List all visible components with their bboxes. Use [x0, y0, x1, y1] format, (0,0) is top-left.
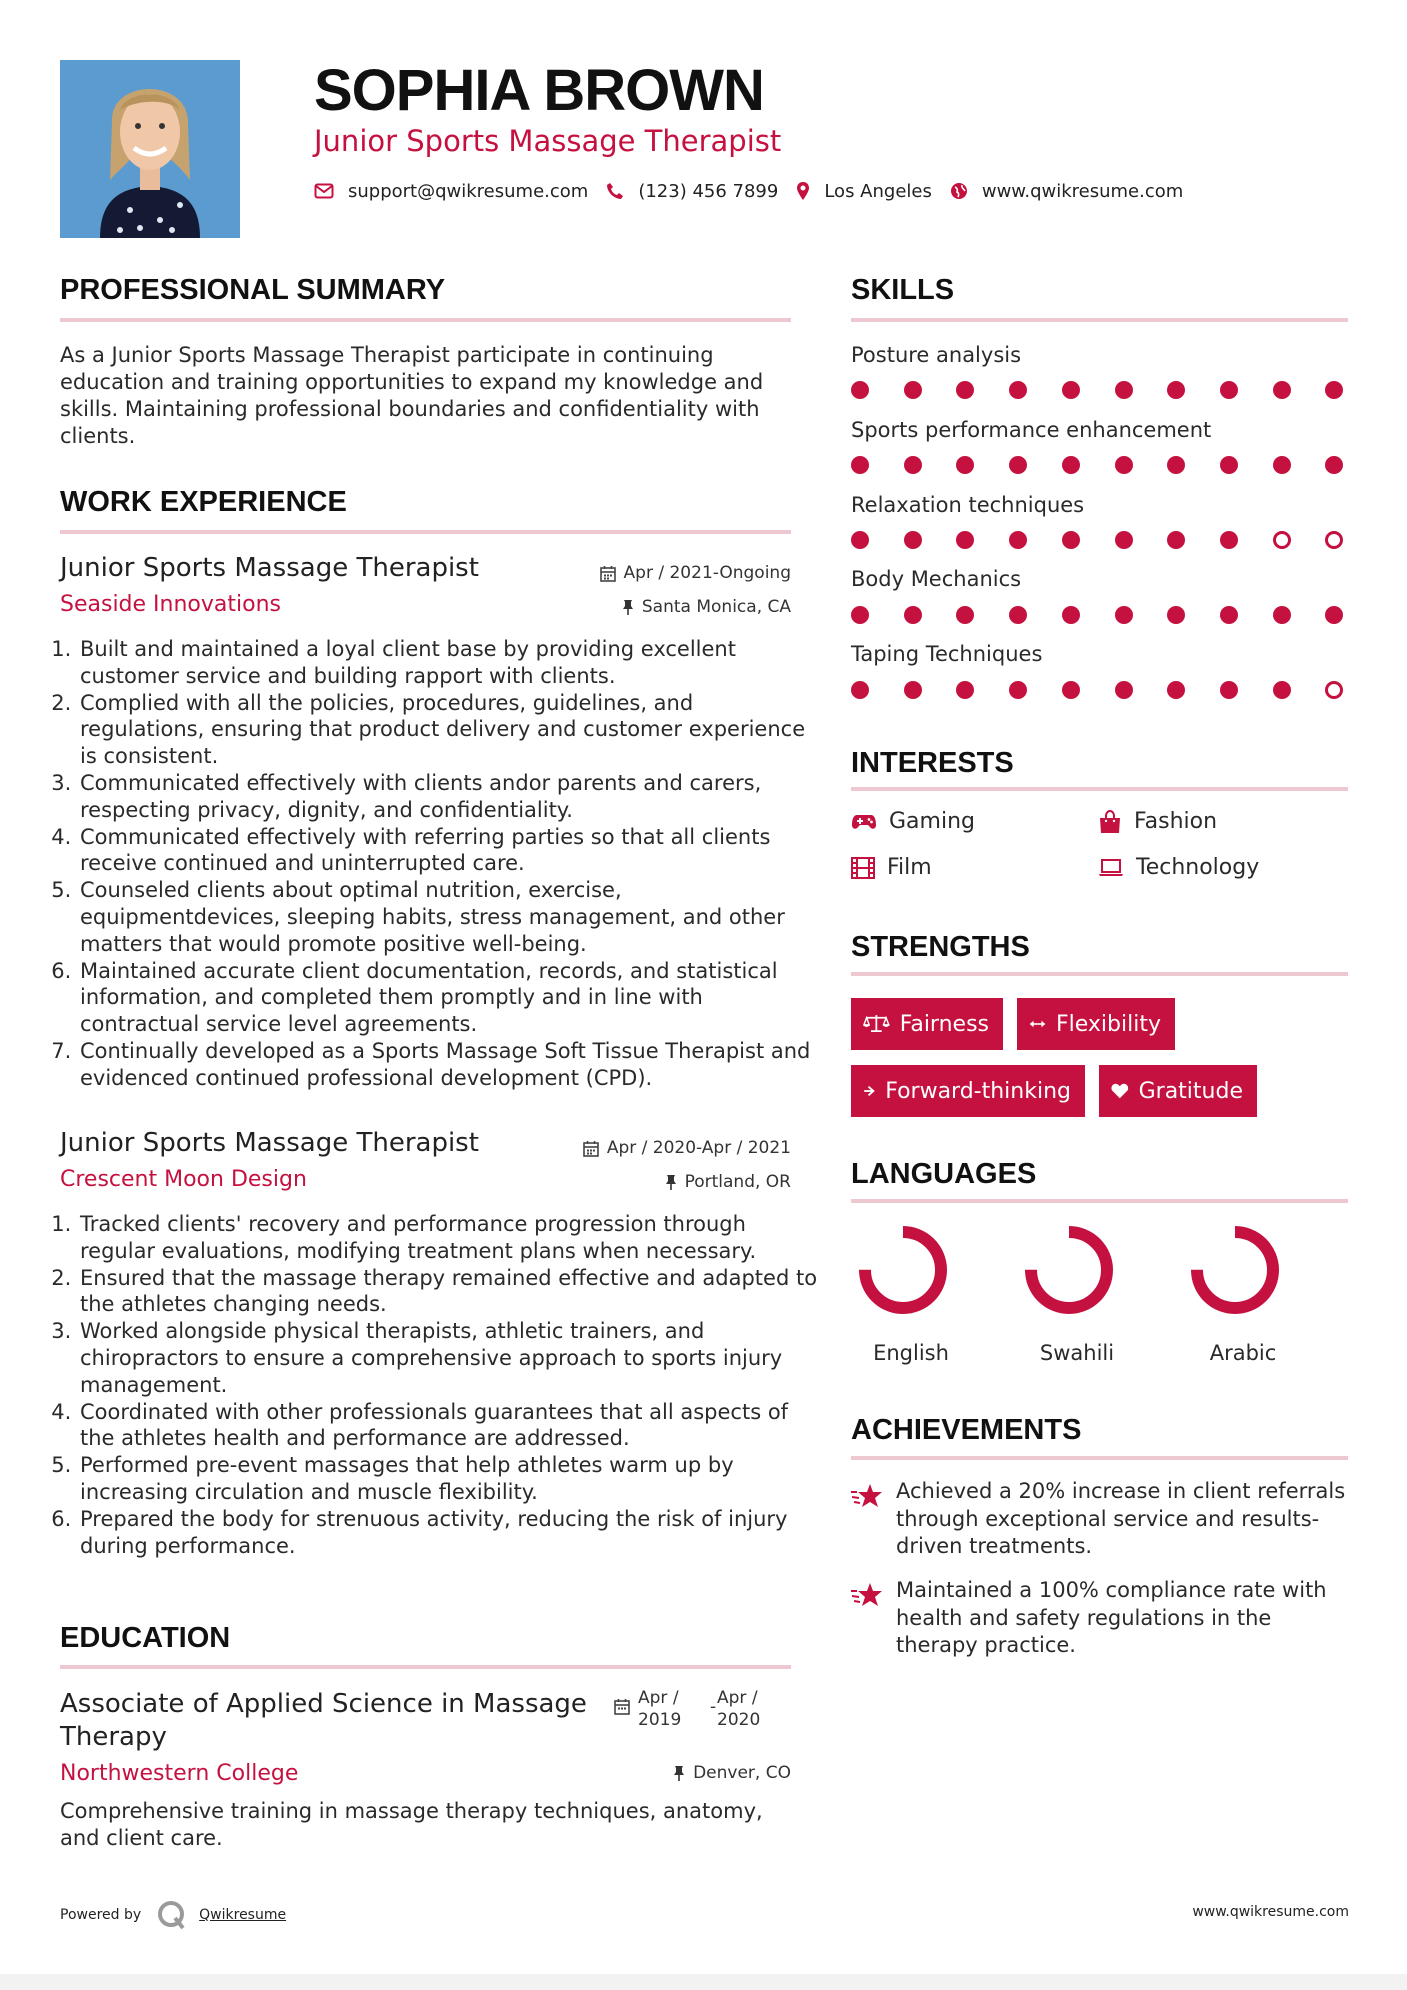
- duty-item: 4. Coordinated with other professionals guarantees that all aspects of the athletes health and performance are addressed.: [78, 1399, 818, 1453]
- interest-label: Fashion: [1134, 809, 1218, 834]
- interest-item: [1098, 808, 1217, 836]
- start-year: 2019: [638, 1710, 682, 1730]
- rating-dot-filled: [851, 381, 869, 399]
- rating-dot-filled: [1220, 606, 1238, 624]
- candidate-name: SOPHIA BROWN: [314, 58, 764, 123]
- phone-icon: [606, 182, 624, 200]
- education-location-text: Denver, CO: [693, 1763, 791, 1783]
- job-2-date-text: Apr / 2020-Apr / 2021: [606, 1138, 791, 1158]
- skill-rating: [851, 529, 1348, 551]
- interests-heading: INTERESTS: [851, 747, 1014, 779]
- duty-item: 1. Tracked clients' recovery and performance progression through regular evaluations, modifying treatment plans when necessary.: [78, 1211, 818, 1265]
- education-description: Comprehensive training in massage therapy techniques, anatomy, and client care.: [60, 1799, 763, 1850]
- rating-dot-filled: [1220, 531, 1238, 549]
- job-1-title: Junior Sports Massage Therapist: [60, 553, 479, 583]
- duty-item: 1. Built and maintained a loyal client base by providing excellent customer service and building rapport with clients.: [78, 636, 818, 690]
- award-star-icon: [850, 1581, 884, 1615]
- pushpin-icon: [622, 599, 634, 616]
- rating-dot-filled: [904, 531, 922, 549]
- work-divider: [60, 530, 791, 534]
- language-level-arc: [865, 1232, 941, 1308]
- duty-item: 6. Prepared the body for strenuous activity, reducing the risk of injury during performance.: [78, 1506, 818, 1560]
- rating-dot-filled: [1167, 531, 1185, 549]
- education-divider: [60, 1665, 791, 1669]
- location-text: Los Angeles: [824, 180, 932, 202]
- rating-dot-filled: [1062, 531, 1080, 549]
- rating-dot-filled: [851, 681, 869, 699]
- rating-dot-filled: [904, 606, 922, 624]
- achievements-heading: ACHIEVEMENTS: [851, 1414, 1082, 1446]
- footer-branding: [60, 1898, 286, 1932]
- profile-photo: [60, 60, 240, 238]
- rating-dot-filled: [1167, 681, 1185, 699]
- skill-name: Taping Techniques: [851, 642, 1043, 666]
- summary-text: As a Junior Sports Massage Therapist participate in continuing education and training opportunities to expand my knowledge and skills. Maintaining professional boundaries and confidentiality with clients.: [60, 343, 764, 448]
- strength-tag: [1017, 998, 1175, 1050]
- contact-phone[interactable]: [606, 181, 778, 202]
- laptop-icon: [1098, 858, 1124, 878]
- rating-dot-filled: [956, 681, 974, 699]
- education-start-date: [638, 1687, 681, 1731]
- school-name: Northwestern College: [60, 1761, 299, 1786]
- rating-dot-filled: [1115, 681, 1133, 699]
- arrow-right-icon: [863, 1081, 875, 1101]
- rating-dot-filled: [1220, 456, 1238, 474]
- start-month: Apr /: [638, 1688, 679, 1708]
- interest-label: Film: [887, 855, 932, 880]
- duty-item: 3. Worked alongside physical therapists, athletic trainers, and chiropractors to ensure a comprehensive approach to sports injury management.: [78, 1318, 818, 1398]
- rating-dot-filled: [1115, 381, 1133, 399]
- rating-dot-filled: [1009, 531, 1027, 549]
- rating-dot-filled: [1325, 381, 1343, 399]
- skill-name: Relaxation techniques: [851, 493, 1085, 517]
- education-location: [673, 1762, 791, 1784]
- languages-divider: [851, 1199, 1348, 1203]
- duty-item: 7. Continually developed as a Sports Massage Soft Tissue Therapist and evidenced continued professional development (CPD).: [78, 1038, 818, 1092]
- job-2-title: Junior Sports Massage Therapist: [60, 1128, 479, 1158]
- rating-dot-filled: [1325, 606, 1343, 624]
- footer-website[interactable]: www.qwikresume.com: [1192, 1904, 1349, 1920]
- achievement-text: Achieved a 20% increase in client referrals through exceptional service and results-driven treatments.: [896, 1479, 1346, 1558]
- strength-label: Fairness: [899, 1011, 989, 1037]
- job-1-date: [600, 562, 791, 584]
- rating-dot-filled: [956, 531, 974, 549]
- interest-label: Gaming: [889, 809, 975, 834]
- skill-rating: [851, 679, 1348, 701]
- brand-link[interactable]: Qwikresume: [199, 1907, 287, 1923]
- rating-dot-filled: [1009, 606, 1027, 624]
- phone-text: (123) 456 7899: [638, 180, 779, 202]
- rating-dot-empty: [1273, 531, 1291, 549]
- rating-dot-filled: [956, 606, 974, 624]
- skills-heading: SKILLS: [851, 274, 955, 306]
- balance-scale-icon: [863, 1013, 890, 1035]
- degree-line-2: Therapy: [60, 1722, 167, 1752]
- contact-website[interactable]: [950, 181, 1183, 202]
- summary-divider: [60, 318, 791, 322]
- website-text: www.qwikresume.com: [981, 180, 1184, 202]
- job-1-company: Seaside Innovations: [60, 592, 281, 617]
- strengths-heading: STRENGTHS: [851, 931, 1030, 963]
- award-star-icon: [850, 1482, 884, 1516]
- pushpin-icon: [673, 1765, 685, 1782]
- shopping-bag-icon: [1098, 810, 1122, 834]
- strength-tag: [851, 998, 1003, 1050]
- qwikresume-logo-icon: [155, 1898, 189, 1932]
- arrows-horizontal-icon: [1029, 1017, 1046, 1031]
- job-2-location: [665, 1171, 791, 1193]
- duty-item: 2. Ensured that the massage therapy remained effective and adapted to the athletes changing needs.: [78, 1265, 818, 1319]
- language-name: Arabic: [1209, 1341, 1277, 1365]
- rating-dot-filled: [1325, 456, 1343, 474]
- rating-dot-filled: [1062, 381, 1080, 399]
- rating-dot-filled: [956, 456, 974, 474]
- rating-dot-empty: [1325, 531, 1343, 549]
- rating-dot-filled: [1115, 456, 1133, 474]
- candidate-title: Junior Sports Massage Therapist: [314, 124, 782, 158]
- strength-tag: [1099, 1065, 1257, 1117]
- skill-name: Posture analysis: [851, 343, 1022, 367]
- duty-item: 3. Communicated effectively with clients andor parents and carers, respecting privacy, dignity, and confidentiality.: [78, 770, 818, 824]
- job-1-duties: [60, 636, 818, 1092]
- rating-dot-filled: [1220, 381, 1238, 399]
- skill-name: Body Mechanics: [851, 567, 1022, 591]
- education-heading: EDUCATION: [60, 1622, 231, 1654]
- language-name: Swahili: [1039, 1341, 1115, 1365]
- rating-dot-filled: [1115, 606, 1133, 624]
- contact-email[interactable]: [314, 181, 588, 202]
- rating-dot-filled: [1167, 456, 1185, 474]
- interests-divider: [851, 787, 1348, 791]
- envelope-icon: [314, 183, 334, 199]
- rating-dot-filled: [1115, 531, 1133, 549]
- work-heading: WORK EXPERIENCE: [60, 486, 347, 518]
- strength-label: Forward-thinking: [885, 1078, 1071, 1104]
- job-2-date: [583, 1137, 791, 1159]
- rating-dot-filled: [1062, 456, 1080, 474]
- summary-heading: PROFESSIONAL SUMMARY: [60, 274, 446, 306]
- calendar-icon: [583, 1140, 599, 1157]
- job-1-date-text: Apr / 2021-Ongoing: [623, 563, 791, 583]
- map-marker-icon: [796, 181, 810, 201]
- language-gauge: [1019, 1220, 1119, 1324]
- rating-dot-filled: [956, 381, 974, 399]
- calendar-icon: [600, 565, 616, 582]
- language-level-arc: [1197, 1232, 1273, 1308]
- strengths-divider: [851, 972, 1348, 976]
- job-2-duties: [60, 1211, 818, 1559]
- duty-item: 2. Complied with all the policies, procedures, guidelines, and regulations, ensuring that product delivery and customer experience is consistent.: [78, 690, 818, 770]
- skill-rating: [851, 454, 1348, 476]
- duty-item: 5. Counseled clients about optimal nutrition, exercise, equipmentdevices, sleeping habits, stress management, and other matters that would promote positive well-being.: [78, 877, 818, 957]
- rating-dot-filled: [1009, 456, 1027, 474]
- education-end-date: [717, 1687, 760, 1731]
- skills-divider: [851, 318, 1348, 322]
- job-1-location: [622, 596, 791, 618]
- rating-dot-filled: [904, 456, 922, 474]
- duty-item: 6. Maintained accurate client documentation, records, and statistical information, and completed them promptly and in line with contractual service level agreements.: [78, 958, 818, 1038]
- email-text: support@qwikresume.com: [348, 180, 589, 202]
- rating-dot-filled: [1273, 681, 1291, 699]
- gamepad-icon: [851, 813, 877, 831]
- achievements-divider: [851, 1456, 1348, 1460]
- strength-tag: [851, 1065, 1085, 1117]
- globe-icon: [950, 182, 968, 200]
- contact-location: [796, 181, 932, 202]
- duty-item: 4. Communicated effectively with referring parties so that all clients receive continued and uninterrupted care.: [78, 824, 818, 878]
- strength-label: Flexibility: [1056, 1011, 1161, 1037]
- interest-item: [851, 854, 932, 882]
- rating-dot-filled: [904, 381, 922, 399]
- pushpin-icon: [665, 1174, 677, 1191]
- job-2-location-text: Portland, OR: [684, 1172, 791, 1192]
- heart-icon: [1111, 1081, 1129, 1101]
- rating-dot-filled: [1273, 456, 1291, 474]
- language-gauge: [853, 1220, 953, 1324]
- interest-label: Technology: [1136, 855, 1260, 880]
- skill-rating: [851, 379, 1348, 401]
- rating-dot-empty: [1325, 681, 1343, 699]
- achievement-text: Maintained a 100% compliance rate with health and safety regulations in the therapy practice.: [896, 1578, 1327, 1657]
- rating-dot-filled: [851, 606, 869, 624]
- degree-line-1: Associate of Applied Science in Massage: [60, 1689, 587, 1719]
- language-name: English: [873, 1341, 949, 1365]
- rating-dot-filled: [1220, 681, 1238, 699]
- powered-by-text: Powered by: [60, 1907, 142, 1923]
- rating-dot-filled: [1273, 381, 1291, 399]
- rating-dot-filled: [1009, 681, 1027, 699]
- job-2-company: Crescent Moon Design: [60, 1167, 307, 1192]
- language-gauge: [1185, 1220, 1285, 1324]
- rating-dot-filled: [851, 531, 869, 549]
- rating-dot-filled: [1062, 681, 1080, 699]
- rating-dot-filled: [1167, 381, 1185, 399]
- job-1-location-text: Santa Monica, CA: [641, 597, 791, 617]
- skill-name: Sports performance enhancement: [851, 418, 1212, 442]
- calendar-icon: [614, 1698, 630, 1716]
- date-separator: -: [710, 1697, 717, 1717]
- rating-dot-filled: [904, 681, 922, 699]
- skill-rating: [851, 604, 1348, 626]
- end-year: 2020: [717, 1710, 761, 1730]
- rating-dot-filled: [851, 456, 869, 474]
- rating-dot-filled: [1167, 606, 1185, 624]
- language-level-arc: [1031, 1232, 1107, 1308]
- end-month: Apr /: [717, 1688, 758, 1708]
- languages-heading: LANGUAGES: [851, 1158, 1037, 1190]
- contact-bar: [314, 178, 1201, 204]
- page-bottom-edge: [0, 1974, 1407, 1990]
- rating-dot-filled: [1062, 606, 1080, 624]
- rating-dot-filled: [1273, 606, 1291, 624]
- strength-label: Gratitude: [1138, 1078, 1243, 1104]
- film-icon: [851, 857, 875, 879]
- interest-item: [1098, 854, 1259, 882]
- rating-dot-filled: [1009, 381, 1027, 399]
- interest-item: [851, 808, 975, 836]
- duty-item: 5. Performed pre-event massages that help athletes warm up by increasing circulation and muscle flexibility.: [78, 1452, 818, 1506]
